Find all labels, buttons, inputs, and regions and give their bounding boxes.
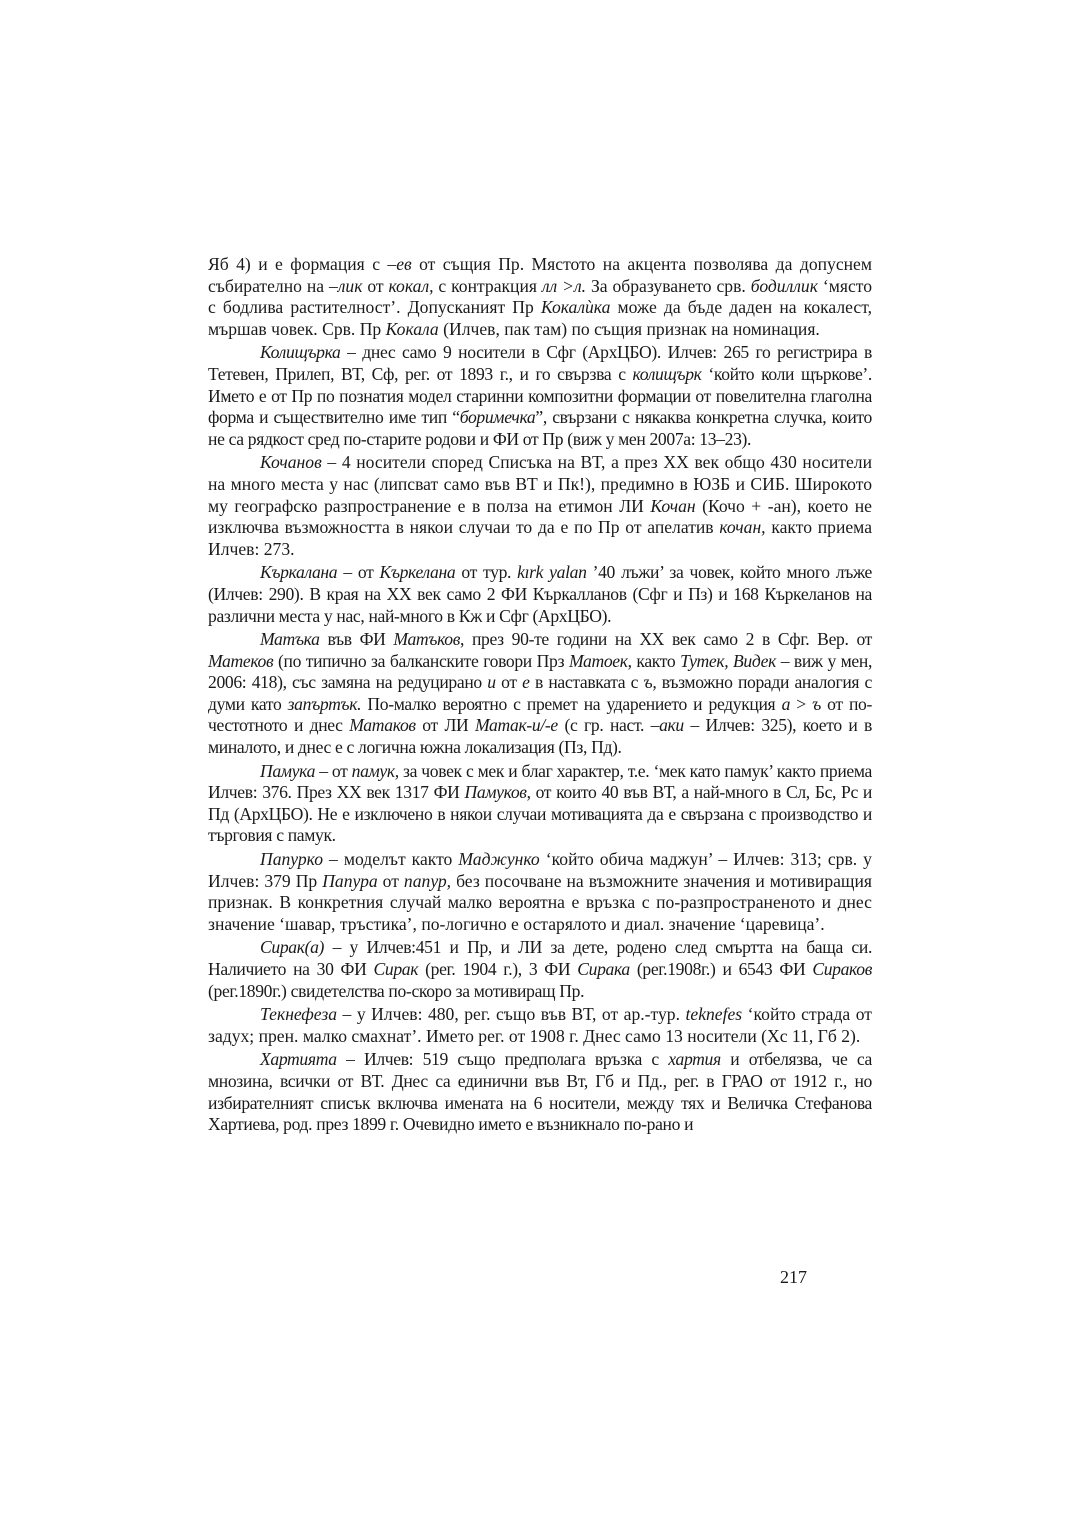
paragraph-1: Яб 4) и е формация с –ев от същия Пр. Мястото на акцента позволява да допуснем събирателно на –лик от кокал, с контракция лл >л. За образуването срв. бодиллик ‘място с бодлива растителност’. Допусканият Пр Кокалѝка може да бъде даден на кокалест, мършав човек. Срв. Пр Кокала (Илчев, пак там) по същия признак на номинация. xyxy=(208,254,873,339)
italic-term: Памука xyxy=(260,760,316,781)
italic-term: Сирак(а) xyxy=(260,937,325,958)
paragraph-papurko: Папурко – моделът както Маджунко ‘който обича маджун’ – Илчев: 313; срв. у Илчев: 379 Пр Папура от папур, без посочване на възможните значения и мотивиращия признак. В конкретния случай малко вероятна е връзка с по-разпространеното и днес значение ‘шавар, тръстика’, по-логично е остарялото и диал. значение ‘царевица’. xyxy=(208,849,872,934)
paragraph-karkalana: Къркалана – от Къркелана от тур. kırk yalan ’40 лъжи’ за човек, който много лъже (Илчев: 290). В края на ХХ век само 2 ФИ Къркалланов (Сфг и Пз) и 168 Къркеланов на различни места у нас, най-много в Кж и Сфг (АрхЦБО). xyxy=(208,562,873,626)
italic-term: Кочан xyxy=(650,495,696,516)
italic-term: памук, xyxy=(351,760,399,781)
italic-term: Матаков xyxy=(349,715,416,736)
italic-term: teknefes xyxy=(685,1004,743,1025)
italic-term: –лик xyxy=(328,275,363,296)
italic-term: лл >л. xyxy=(541,275,587,296)
italic-term: ъ, xyxy=(643,672,657,693)
italic-term: Матак-и/-е xyxy=(474,715,558,736)
paragraph-siraka: Сирак(а) – у Илчев:451 и Пр, и ЛИ за дете, родено след смъртта на баща си. Наличието на 30 ФИ Сирак (рег. 1904 г.), 3 ФИ Сирака (рег.1908г.) и 6543 ФИ Сираков (рег.1890г.) свидетелства по-скоро за мотивиращ Пр. xyxy=(208,937,872,1001)
italic-term: Матоек xyxy=(568,650,628,671)
italic-term: Къркелана xyxy=(379,562,456,583)
italic-term: –аки xyxy=(650,715,684,736)
paragraph-matyaka: Матъка във ФИ Матъков, през 90-те години на ХХ век само 2 в Сфг. Вер. от Матеков (по типично за балканските говори Прз Матоек, както Тутек, Видек – виж у мен, 2006: 418), със замяна на редуцирано и от е в наставката с ъ, възможно поради аналогия с думи като запъртък. По-малко вероятно с премет на ударението и редукция а > ъ от по-честотното и днес Матаков от ЛИ Матак-и/-е (с гр. наст. –аки – Илчев: 325), което и в миналото, и днес е с логична южна локализация (Пз, Пд). xyxy=(208,629,873,758)
italic-term: а xyxy=(781,693,791,714)
italic-term: Памуков xyxy=(464,782,527,803)
italic-term: Кокалѝка xyxy=(540,297,611,318)
paragraph-kochanov: Кочанов – 4 носители според Списъка на ВТ, а през ХХ век общо 430 носители на много места у нас (липсват само във ВТ и Пк!), предимно в ЮЗБ и СИБ. Широкото му географско разпространение е в полза на етимон ЛИ Кочан (Кочо + -ан), което не изключва възможността в някои случаи то да е по Пр от апелатив кочан, както приема Илчев: 273. xyxy=(208,452,872,559)
italic-term: Колищърка xyxy=(260,342,341,363)
italic-term: хартия xyxy=(668,1049,721,1070)
italic-term: Матъка xyxy=(260,629,320,650)
page-text-body xyxy=(208,254,872,1138)
italic-term: Матеков xyxy=(208,650,274,671)
italic-term: ев xyxy=(396,254,412,274)
italic-term: Папура xyxy=(322,870,378,891)
italic-term: запъртък. xyxy=(287,693,362,714)
italic-term: боримечка xyxy=(459,407,536,428)
italic-term: и xyxy=(487,672,496,693)
italic-term: Текнефеза xyxy=(260,1004,338,1025)
italic-term: Сираков xyxy=(812,959,872,979)
italic-term: Къркалана xyxy=(260,562,338,583)
italic-term: Сирак xyxy=(373,959,419,979)
italic-term: ъ xyxy=(812,693,821,714)
italic-term: Кочанов xyxy=(260,452,322,473)
italic-term: папур, xyxy=(403,870,452,891)
italic-term: кокал, xyxy=(388,275,434,296)
italic-term: бодиллик xyxy=(750,275,818,296)
italic-term: Сирака xyxy=(577,959,630,979)
italic-term: Кокала xyxy=(385,318,439,339)
italic-term: Папурко xyxy=(260,849,324,870)
italic-term: кочан, xyxy=(719,517,766,538)
italic-term: Тутек, Видек xyxy=(680,650,776,671)
italic-term: Матъков xyxy=(393,629,461,650)
italic-term: е xyxy=(522,672,530,693)
italic-term: Маджунко xyxy=(458,849,540,870)
paragraph-kolishtarka: Колищърка – днес само 9 носители в Сфг (АрхЦБО). Илчев: 265 го регистрира в Тетевен, Прилеп, ВТ, Сф, рег. от 1893 г., и го свързва с колищърк ‘който коли щъркове’. Името е от Пр по познатия модел старинни композитни формации от повелителна глаголна форма и съществително име тип “боримечка”, свързани с някаква конкретна случка, които не са рядкост сред по-старите родови и ФИ от Пр (виж у мен 2007а: 13–23). xyxy=(208,342,872,449)
italic-term: kırk yalan xyxy=(517,562,587,583)
paragraph-teknefeza: Текнефеза – у Илчев: 480, рег. също във ВТ, от ар.-тур. teknefes ‘който страда от задух; прен. малко смахнат’. Името рег. от 1908 г. Днес само 13 носители (Хс 11, Гб 2). xyxy=(208,1004,872,1046)
italic-term: колищърк xyxy=(632,363,702,384)
paragraph-hartiyata: Хартията – Илчев: 519 също предполага връзка с хартия и отбелязва, че са мнозина, всички от ВТ. Днес са единични във Вт, Гб и Пд., рег. в ГРАО от 1912 г., но избирателният списък включва имената на 6 носители, между тях и Величка Стефанова Хартиева, род. през 1899 г. Очевидно името е възникнало по-рано и xyxy=(208,1049,872,1135)
page-number: 217 xyxy=(780,1267,807,1287)
paragraph-pamuka: Памука – от памук, за човек с мек и благ характер, т.е. ‘мек като памук’ както приема Илчев: 376. През ХХ век 1317 ФИ Памуков, от които 40 във ВТ, а най-много в Сл, Бс, Рс и Пд (АрхЦБО). Не е изключено в някои случаи мотивацията да е свързана с производство и търговия с памук. xyxy=(208,760,872,846)
italic-term: Хартията xyxy=(260,1049,337,1070)
